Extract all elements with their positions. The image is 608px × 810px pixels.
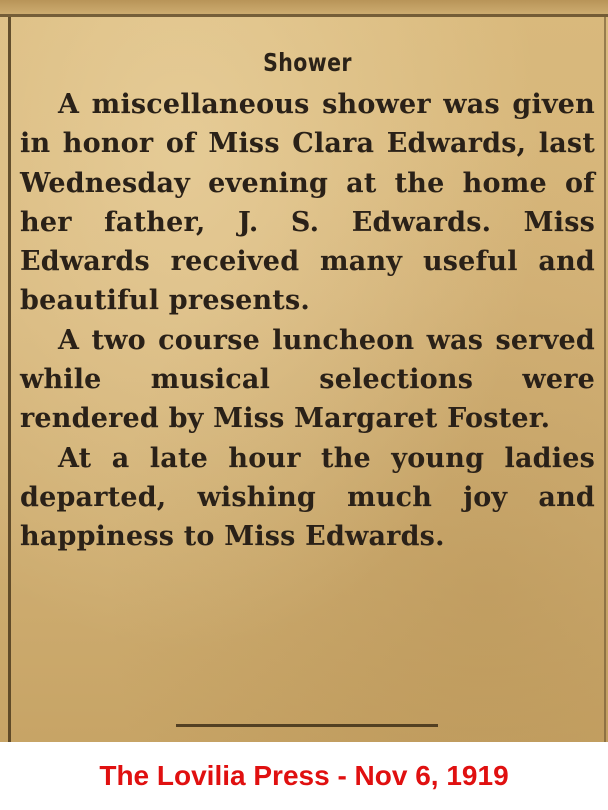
article-headline: Shower <box>263 48 352 77</box>
article-paragraph-3: At a late hour the young ladies departed, wishing much joy and happiness to Miss Edwards. <box>20 442 595 553</box>
article-paragraph-1: A miscellaneous shower was given in honor of Miss Clara Edwards, last Wednesday evening at the home of her father, J. S. Edwards. Miss Edwards received many useful and beautiful presents. <box>20 89 595 317</box>
source-caption: The Lovilia Press - Nov 6, 1919 <box>99 760 509 791</box>
article-paragraph-2: A two course luncheon was served while musical selections were rendered by Miss Margaret Foster. <box>20 324 595 435</box>
article-end-rule <box>176 724 438 727</box>
clipping-top-edge <box>0 0 608 14</box>
left-column-rule <box>8 17 11 742</box>
right-column-rule <box>604 17 606 742</box>
top-column-rule <box>0 14 608 17</box>
article <box>20 40 595 557</box>
